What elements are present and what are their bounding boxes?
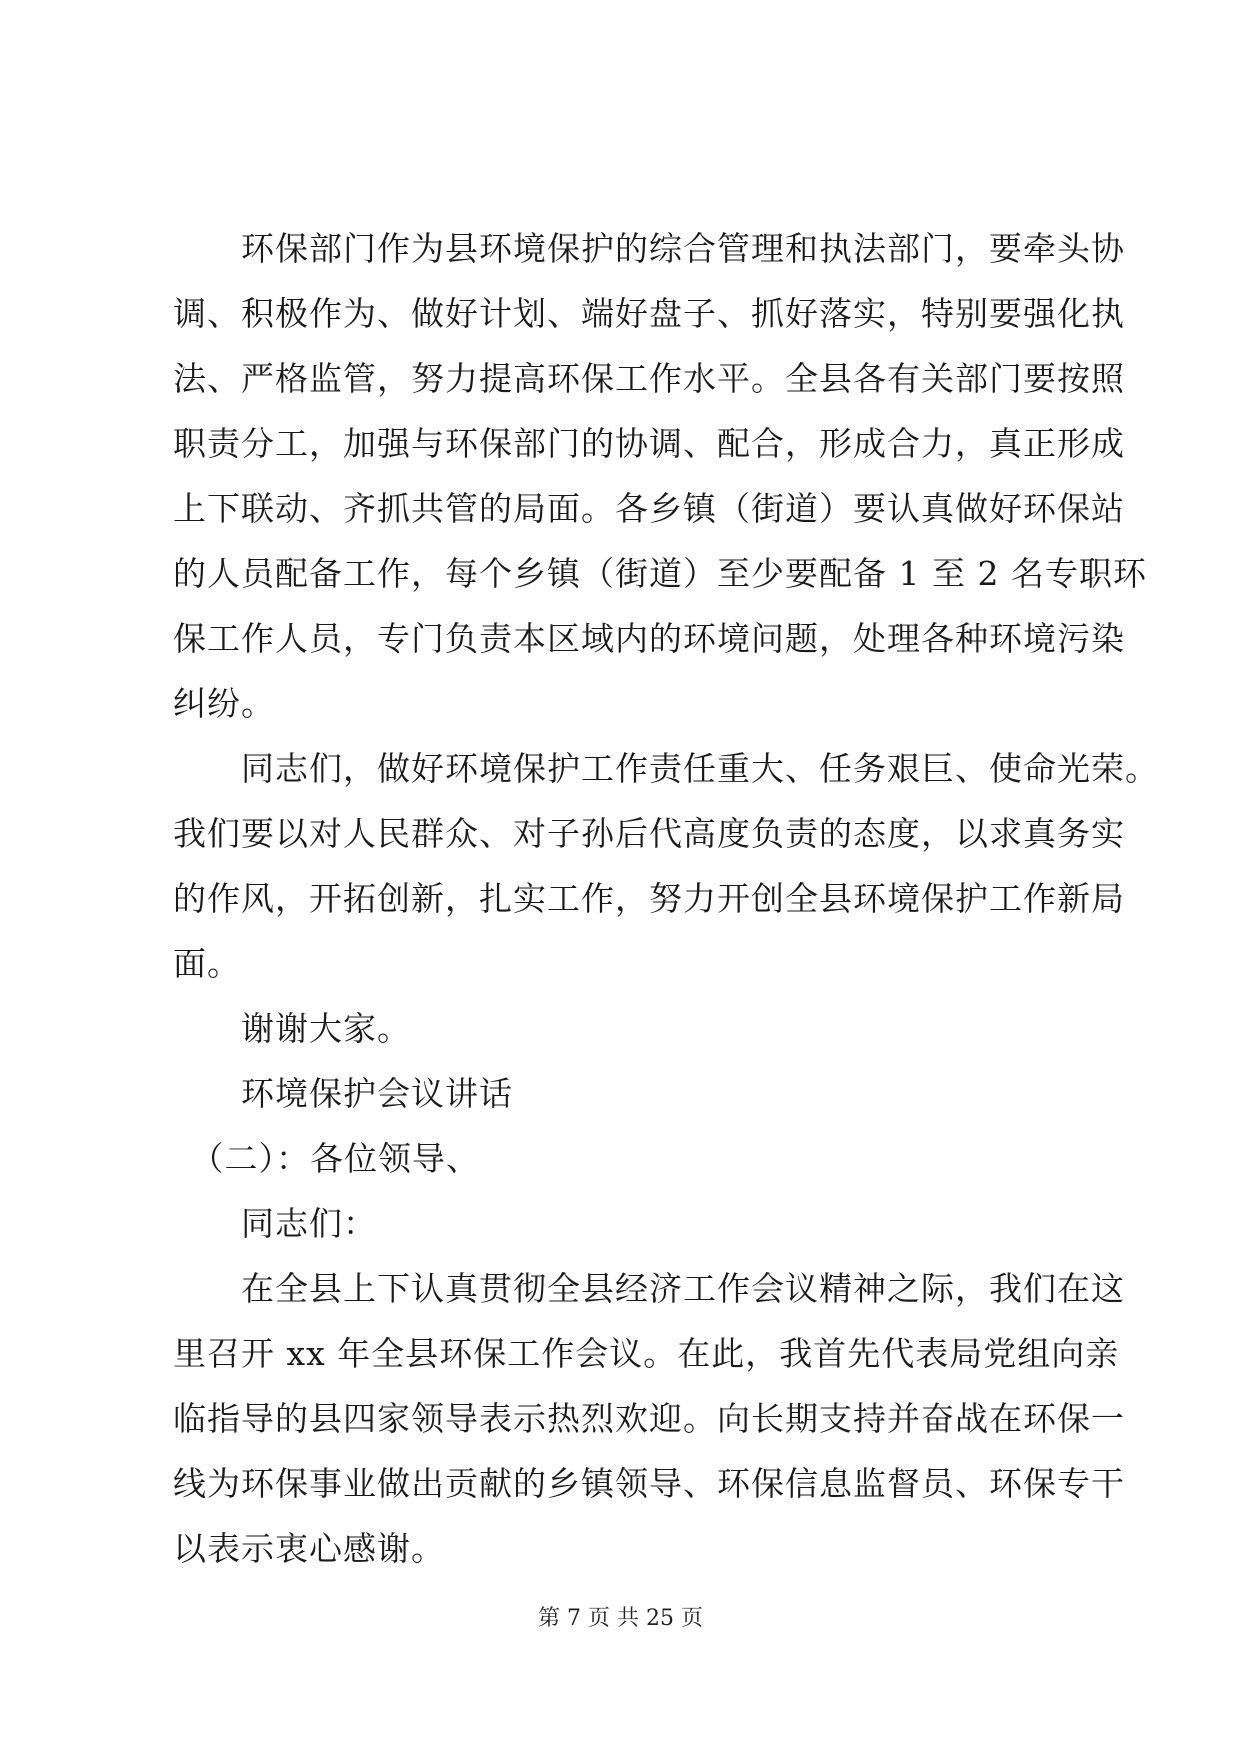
text-line: （二）：各位领导、 (173, 1139, 480, 1178)
text-line: 的人员配备工作，每个乡镇（街道）至少要配备 1 至 2 名专职环 (173, 554, 1147, 593)
text-line: 面。 (173, 944, 241, 983)
text-line: 上下联动、齐抓共管的局面。各乡镇（街道）要认真做好环保站 (173, 489, 1125, 528)
text-line: 在全县上下认真贯彻全县经济工作会议精神之际，我们在这 (173, 1269, 1125, 1308)
text-line: 职责分工，加强与环保部门的协调、配合，形成合力，真正形成 (173, 424, 1125, 463)
text-line: 以表示衷心感谢。 (173, 1529, 445, 1568)
text-line: 调、积极作为、做好计划、端好盘子、抓好落实，特别要强化执 (173, 294, 1125, 333)
text-line: 同志们： (173, 1204, 377, 1243)
text-line: 法、严格监管，努力提高环保工作水平。全县各有关部门要按照 (173, 359, 1125, 398)
text-line: 线为环保事业做出贡献的乡镇领导、环保信息监督员、环保专干 (173, 1464, 1125, 1503)
section-title: 环境保护会议讲话 (173, 1074, 513, 1113)
text-line: 谢谢大家。 (173, 1009, 411, 1048)
text-line: 我们要以对人民群众、对子孙后代高度负责的态度，以求真务实 (173, 814, 1125, 853)
text-line: 保工作人员，专门负责本区域内的环境问题，处理各种环境污染 (173, 619, 1125, 658)
document-body (173, 224, 1159, 1589)
text-line: 纠纷。 (173, 684, 275, 723)
text-line: 环保部门作为县环境保护的综合管理和执法部门，要牵头协 (173, 229, 1125, 268)
text-line: 的作风，开拓创新，扎实工作，努力开创全县环境保护工作新局 (173, 879, 1125, 918)
text-line: 里召开 xx 年全县环保工作会议。在此，我首先代表局党组向亲 (173, 1334, 1120, 1373)
page-number-footer: 第 7 页 共 25 页 (538, 1606, 703, 1631)
text-line: 同志们，做好环境保护工作责任重大、任务艰巨、使命光荣。 (173, 749, 1159, 788)
text-line: 临指导的县四家领导表示热烈欢迎。向长期支持并奋战在环保一 (173, 1399, 1125, 1438)
